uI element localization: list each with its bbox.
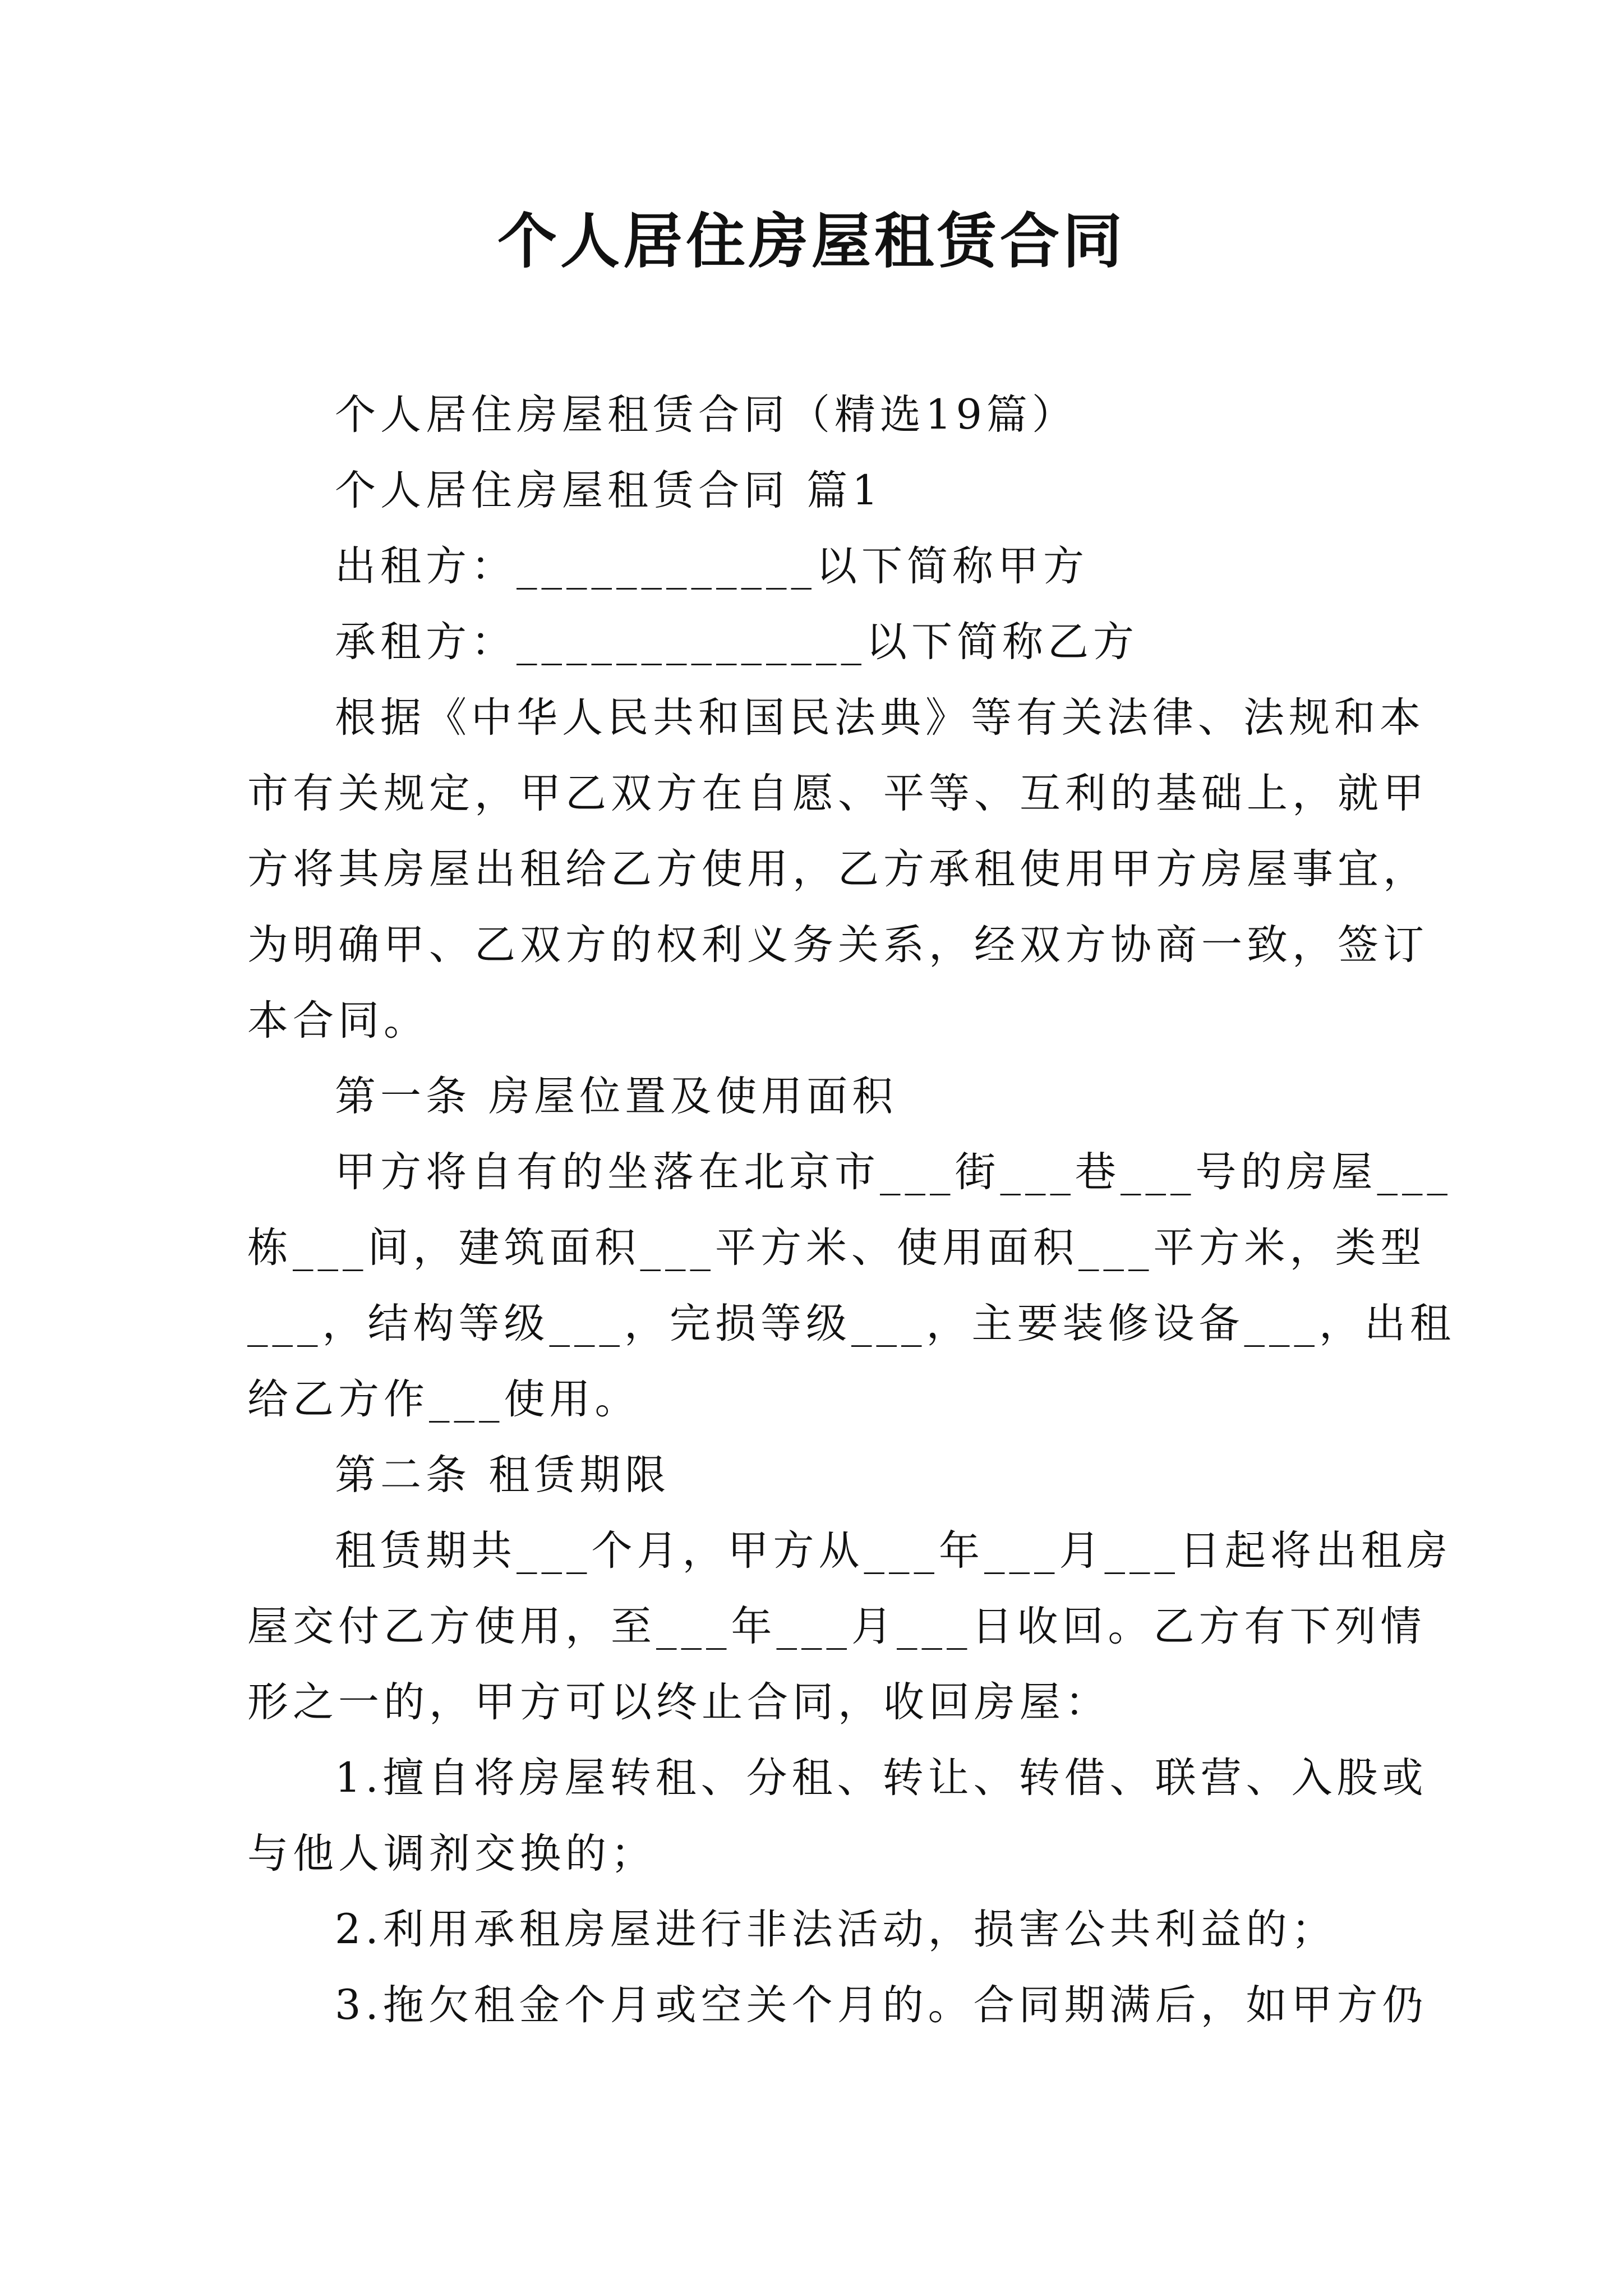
- list-item-continuation: 与他人调剂交换的；: [247, 1830, 656, 1878]
- list-item: 1.擅自将房屋转租、分租、转让、转借、联营、入股或: [335, 1754, 1428, 1802]
- paragraph-line: ___，结构等级___，完损等级___，主要装修设备___，出租: [247, 1300, 1455, 1347]
- subtitle-line: 个人居住房屋租赁合同（精选19篇）: [335, 391, 1077, 439]
- paragraph-line: 甲方将自有的坐落在北京市___街___巷___号的房屋___: [335, 1148, 1452, 1196]
- section-heading: 个人居住房屋租赁合同 篇1: [335, 467, 883, 514]
- lessor-line: 出租方：____________以下简称甲方: [335, 542, 1089, 590]
- paragraph-line: 形之一的，甲方可以终止合同，收回房屋：: [247, 1678, 1110, 1726]
- list-item: 2.利用承租房屋进行非法活动，损害公共利益的；: [335, 1906, 1337, 1953]
- paragraph-line: 租赁期共___个月，甲方从___年___月___日起将出租房: [335, 1527, 1452, 1575]
- paragraph-line: 根据《中华人民共和国民法典》等有关法律、法规和本: [335, 694, 1425, 742]
- article-heading: 第一条 房屋位置及使用面积: [335, 1073, 898, 1120]
- list-item: 3.拖欠租金个月或空关个月的。合同期满后，如甲方仍: [335, 1981, 1428, 2029]
- paragraph-line: 栋___间，建筑面积___平方米、使用面积___平方米，类型: [247, 1224, 1426, 1272]
- article-heading: 第二条 租赁期限: [335, 1451, 671, 1499]
- paragraph-line: 市有关规定，甲乙双方在自愿、平等、互利的基础上，就甲: [247, 770, 1428, 817]
- paragraph-line: 本合同。: [247, 997, 429, 1045]
- lessee-line: 承租方：______________以下简称乙方: [335, 618, 1138, 666]
- paragraph-line: 方将其房屋出租给乙方使用，乙方承租使用甲方房屋事宜，: [247, 845, 1428, 893]
- paragraph-line: 屋交付乙方使用，至___年___月___日收回。乙方有下列情: [247, 1603, 1426, 1650]
- paragraph-line: 给乙方作___使用。: [247, 1375, 640, 1423]
- document-title: 个人居住房屋租赁合同: [497, 206, 1126, 276]
- paragraph-line: 为明确甲、乙双方的权利义务关系，经双方协商一致，签订: [247, 921, 1428, 969]
